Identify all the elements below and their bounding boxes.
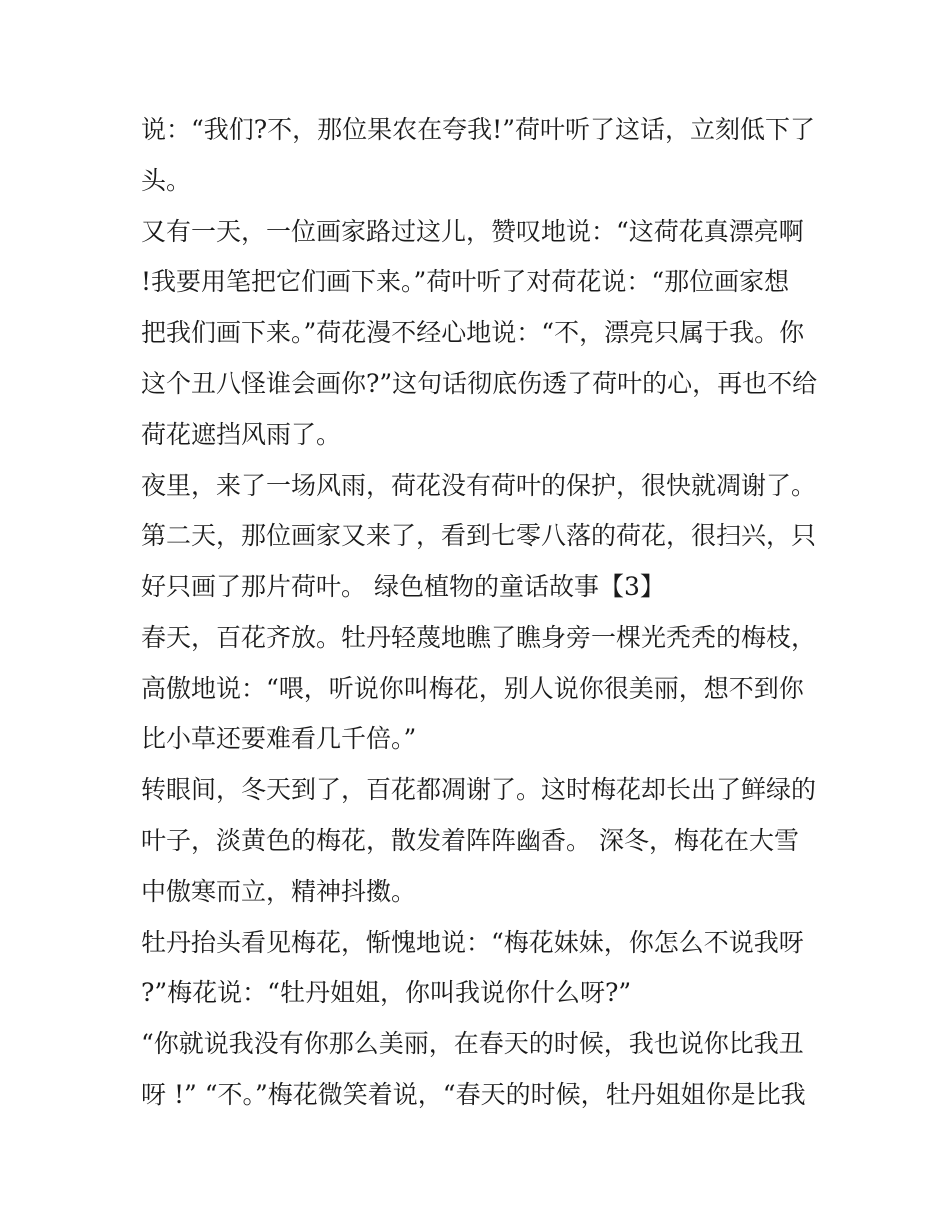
text-line: 好只画了那片荷叶。 绿色植物的童话故事【3】 (141, 572, 665, 601)
text-line: “你就说我没有你那么美丽，在春天的时候，我也说你比我丑 (141, 1029, 804, 1058)
text-line: 第二天，那位画家又来了，看到七零八落的荷花，很扫兴，只 (141, 521, 817, 550)
text-line: 又有一天，一位画家路过这儿，赞叹地说：“这荷花真漂亮啊 (141, 217, 804, 246)
text-line: 把我们画下来。”荷花漫不经心地说：“不，漂亮只属于我。你 (141, 318, 805, 347)
text-line: 转眼间，冬天到了，百花都凋谢了。这时梅花却长出了鲜绿的 (141, 775, 817, 804)
text-line: !我要用笔把它们画下来。”荷叶听了对荷花说：“那位画家想 (141, 267, 790, 296)
text-line: 头。 (141, 166, 192, 195)
text-line: 夜里，来了一场风雨，荷花没有荷叶的保护，很快就凋谢了。 (141, 471, 817, 500)
text-line: 荷花遮挡风雨了。 (141, 420, 342, 449)
text-line: 说：“我们?不，那位果农在夸我!”荷叶听了这话，立刻低下了 (141, 115, 816, 144)
text-line: 中傲寒而立，精神抖擞。 (141, 877, 417, 906)
text-line: 这个丑八怪谁会画你?”这句话彻底伤透了荷叶的心，再也不给 (141, 369, 818, 398)
text-line: 春天，百花齐放。牡丹轻蔑地瞧了瞧身旁一棵光秃秃的梅枝， (141, 623, 817, 652)
text-line: 呀 !” “不。”梅花微笑着说，“春天的时候，牡丹姐姐你是比我 (141, 1080, 806, 1109)
text-line: ?”梅花说：“牡丹姐姐，你叫我说你什么呀?” (141, 978, 632, 1007)
text-line: 牡丹抬头看见梅花，惭愧地说：“梅花妹妹，你怎么不说我呀 (141, 928, 804, 957)
text-line: 高傲地说：“喂，听说你叫梅花，别人说你很美丽，想不到你 (141, 674, 804, 703)
text-line: 叶子，淡黄色的梅花，散发着阵阵幽香。 深冬，梅花在大雪 (141, 826, 799, 855)
text-line: 比小草还要难看几千倍。” (141, 724, 417, 753)
